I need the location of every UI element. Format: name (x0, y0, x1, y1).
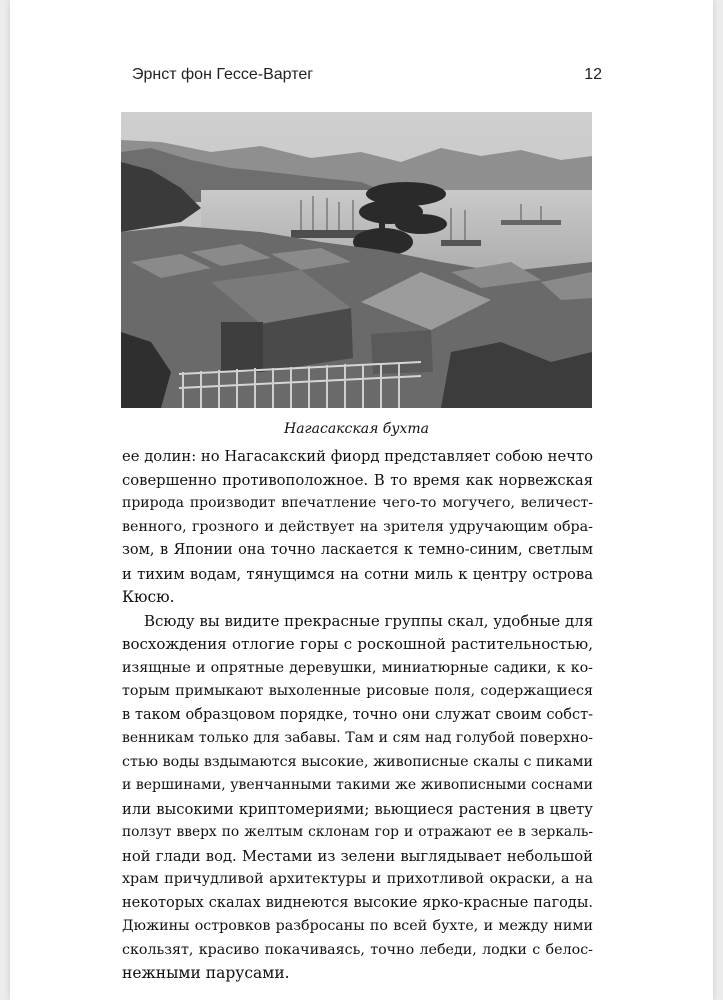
text-line: стью воды вздымаются высокие, живописные скалы с пиками (122, 753, 593, 770)
text-line: природа производит впечатление чего-то могучего, величест- (122, 495, 593, 511)
text-line: или высокими криптомериями; вьющиеся растения в цвету (122, 800, 593, 818)
text-line: ползут вверх по желтым склонам гор и отражают ее в зеркаль- (122, 824, 593, 840)
text-line: некоторых скалах виднеются высокие ярко-красные пагоды. (122, 894, 593, 911)
running-header-author: Эрнст фон Гессе-Вартег (132, 66, 314, 83)
text-line: изящные и опрятные деревушки, миниатюрные садики, к ко- (122, 659, 593, 676)
text-line: в таком образцовом порядке, точно они служат своим собст- (122, 706, 593, 723)
text-line: венникам только для забавы. Там и сям над голубой поверхно- (122, 730, 593, 746)
text-line: венного, грозного и действует на зрителя удручающим обра- (122, 518, 593, 535)
text-line: совершенно противоположное. В то время как норвежская (122, 471, 593, 489)
page-number: 12 (584, 66, 602, 83)
text-line: торым примыкают выхоленные рисовые поля, содержащиеся (122, 683, 593, 699)
text-line: и тихим водам, тянущимся на сотни миль к центру острова (122, 565, 593, 583)
text-line: зом, в Японии она точно ласкается к темно-синим, светлым (122, 542, 593, 558)
text-line: Кюсю. (122, 588, 175, 606)
text-line: нежными парусами. (122, 964, 290, 982)
text-line: восхождения отлогие горы с роскошной растительностью, (122, 635, 593, 653)
text-line: ной глади вод. Местами из зелени выглядывает небольшой (122, 847, 593, 865)
text-line: храм причудливой архитектуры и прихотливой окраски, а на (122, 871, 593, 887)
body-text (122, 445, 593, 986)
text-line: скользят, красиво покачиваясь, точно лебеди, лодки с белос- (122, 941, 593, 958)
paragraph-1 (122, 445, 593, 610)
text-line: Дюжины островков разбросаны по всей бухте, и между ними (122, 918, 593, 934)
text-line: Всюду вы видите прекрасные группы скал, удобные для (144, 611, 594, 630)
paragraph-2 (122, 610, 593, 986)
figure-caption: Нагасакская бухта (284, 421, 429, 437)
text-line: и вершинами, увенчанными такими же живописными соснами (122, 777, 593, 793)
text-line: ее долин: но Нагасакский фиорд представляет собою нечто (122, 448, 593, 465)
running-header (132, 66, 602, 88)
harbor-photograph (121, 112, 592, 408)
